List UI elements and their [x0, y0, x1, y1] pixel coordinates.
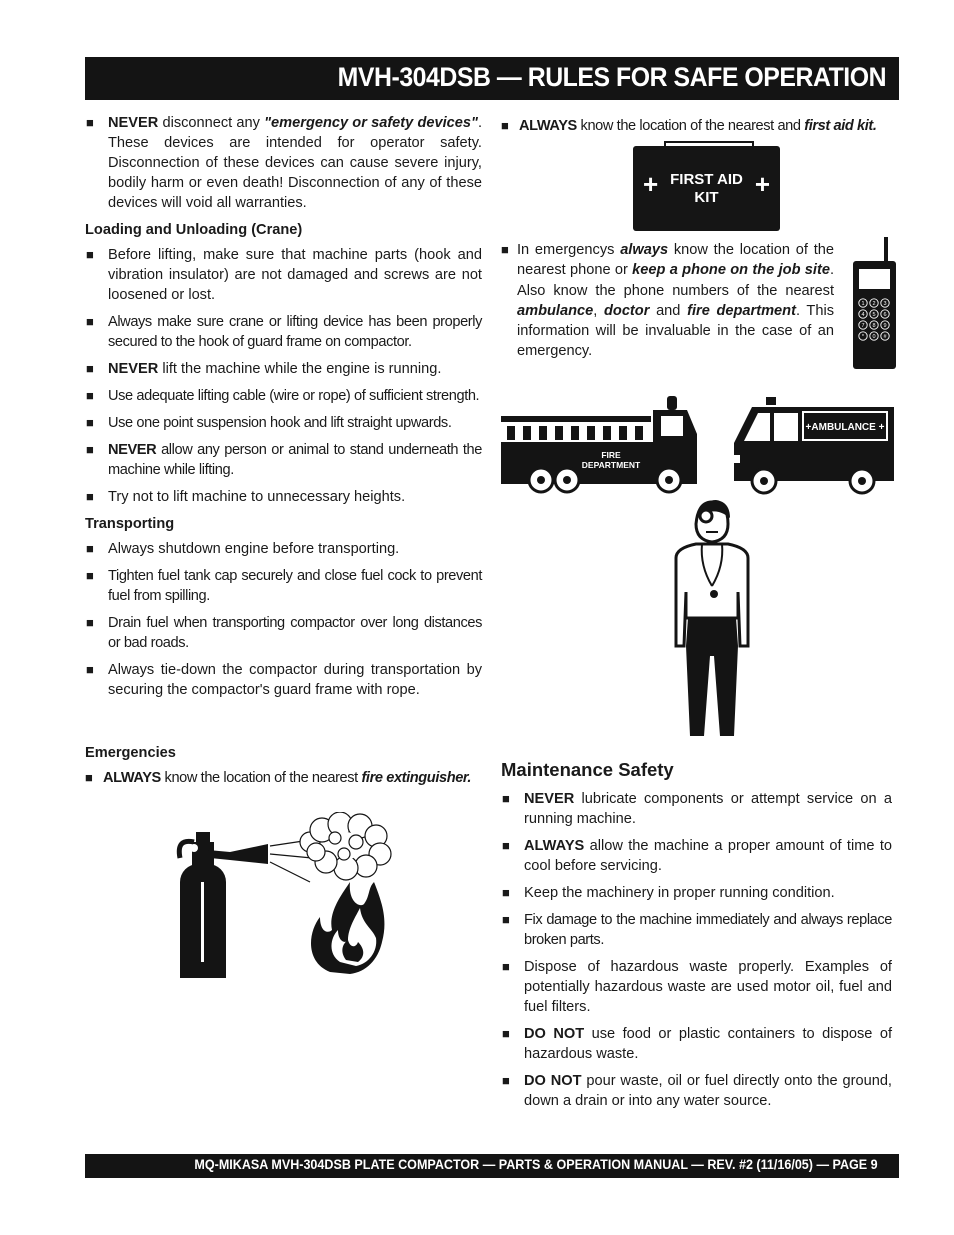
bullet: ■ — [86, 388, 94, 403]
item-text: Use adequate lifting cable (wire or rope) of sufficient strength. — [108, 388, 480, 404]
doctor-icon — [672, 496, 752, 738]
plus-icon: + — [643, 169, 659, 199]
page-title: MVH-304DSB — RULES FOR SAFE OPERATION — [337, 62, 886, 92]
text: disconnect any — [158, 115, 265, 131]
phone-key-label: 9 — [883, 323, 887, 330]
phone-key-label: * — [861, 334, 865, 341]
item-text: Fix damage to the machine immediately and always replace broken parts. — [524, 912, 892, 948]
item-text: Keep the machinery in proper running condition. — [524, 885, 835, 901]
item-text: Always shutdown engine before transporting. — [108, 541, 400, 557]
transporting-item — [85, 539, 482, 559]
emergencies-section — [85, 743, 482, 788]
loading-item — [85, 359, 482, 379]
item-text: allow the machine a proper amount of time to cool before servicing. — [524, 838, 892, 874]
bullet: ■ — [502, 885, 510, 900]
section-heading-emergencies: Emergencies — [85, 745, 176, 761]
loading-item — [85, 487, 482, 507]
text: and — [649, 302, 688, 319]
text: , — [593, 302, 604, 319]
maintenance-list — [501, 789, 892, 1111]
item-text: Before lifting, make sure that machine parts (hook and vibration insulator) are not damaged and screws are not loosened or lost. — [108, 247, 482, 303]
phone-key-label: 8 — [872, 323, 876, 330]
text: . This information will be invaluable in the case of an emergency. — [517, 302, 834, 360]
phone-key-label: 1 — [861, 301, 865, 308]
first-aid-kit-icon — [633, 146, 780, 231]
section-heading-loading: Loading and Unloading (Crane) — [85, 222, 303, 238]
loading-item — [85, 413, 482, 433]
fire-truck-icon — [501, 394, 699, 494]
item-text: Always tie-down the compactor during transportation by securing the compactor's guard frame with rope. — [108, 662, 482, 698]
phone-key-label: 5 — [872, 312, 876, 319]
keyword: ALWAYS — [103, 770, 161, 786]
bullet: ■ — [501, 118, 509, 133]
bullet: ■ — [86, 662, 94, 677]
transporting-item — [85, 660, 482, 700]
bullet: ■ — [501, 242, 509, 257]
maintenance-item — [501, 910, 892, 950]
phone-key-label: 3 — [883, 301, 887, 308]
transporting-item — [85, 566, 482, 606]
bullet: ■ — [502, 959, 510, 974]
item-text: pour waste, oil or fuel directly onto the ground, down a drain or into any water source. — [524, 1073, 892, 1109]
keyword: NEVER — [108, 361, 159, 377]
first-aid-item — [501, 116, 893, 136]
item-text: use food or plastic containers to dispose of hazardous waste. — [524, 1026, 892, 1062]
bullet: ■ — [86, 615, 94, 630]
bullet: ■ — [85, 770, 93, 785]
left-column — [85, 113, 482, 707]
phone-key-label: 0 — [872, 334, 876, 341]
text: In emergencys — [517, 242, 621, 258]
ambulance-label: +AMBULANCE + — [805, 422, 885, 433]
transporting-item — [85, 613, 482, 653]
text: know the location of the nearest — [160, 770, 362, 786]
bullet: ■ — [86, 568, 94, 583]
loading-item — [85, 386, 482, 406]
bullet: ■ — [86, 415, 94, 430]
smoke-cloud-icon — [300, 812, 391, 880]
loading-item — [85, 440, 482, 480]
bullet: ■ — [502, 1026, 510, 1041]
maintenance-item — [501, 1071, 892, 1111]
item-text: Dispose of hazardous waste properly. Examples of potentially hazardous waste are used motor oil, fuel and fuel filters. — [524, 959, 892, 1015]
emphasis: doctor — [603, 302, 650, 319]
keyword: NEVER — [524, 791, 575, 807]
item-text: lubricate components or attempt service on a running machine. — [524, 791, 892, 827]
loading-item — [85, 245, 482, 305]
keyword: NEVER — [108, 115, 159, 131]
bullet: ■ — [502, 1073, 510, 1088]
bullet: ■ — [86, 489, 94, 504]
phone-paragraph — [501, 240, 834, 362]
ambulance-icon — [730, 397, 896, 495]
maintenance-item — [501, 957, 892, 1017]
footer-text: MQ-MIKASA MVH-304DSB PLATE COMPACTOR — PARTS & OPERATION MANUAL — REV. #2 (11/16/05) — PAGE 9 — [194, 1157, 878, 1172]
phone-key-label: 6 — [883, 312, 887, 319]
fire-extinguisher-item — [85, 768, 482, 788]
item-text: Always make sure crane or lifting device has been properly secured to the hook of guard frame on compactor. — [108, 314, 482, 350]
maintenance-item — [501, 1024, 892, 1064]
first-aid-label-line1: FIRST AID — [670, 171, 743, 188]
emphasis: keep a phone on the job site — [632, 262, 830, 279]
bullet: ■ — [502, 838, 510, 853]
loading-item — [85, 312, 482, 352]
item-text: Try not to lift machine to unnecessary heights. — [108, 489, 406, 505]
section-heading-maintenance: Maintenance Safety — [501, 759, 674, 780]
extinguisher-icon — [179, 832, 268, 978]
keyword: ALWAYS — [519, 118, 577, 134]
bullet: ■ — [502, 791, 510, 806]
bullet: ■ — [86, 361, 94, 376]
emphasis: first aid kit. — [804, 118, 877, 134]
bullet: ■ — [86, 247, 94, 262]
keyword: ALWAYS — [524, 838, 585, 854]
maintenance-item — [501, 836, 892, 876]
maintenance-section — [501, 760, 892, 1118]
phone-key-label: 2 — [872, 301, 876, 308]
text: . These devices are intended for operator safety. Disconnection of these devices can cause severe injury, bodily harm or even death! Disconnection of any of these devices will void all warranties. — [108, 115, 482, 211]
flame-icon — [311, 882, 384, 974]
phone-key-label: 7 — [861, 323, 865, 330]
bullet: ■ — [502, 912, 510, 927]
bullet: ■ — [86, 442, 94, 457]
text: know the location of the nearest and — [576, 118, 805, 134]
phone-key-label: # — [883, 334, 887, 341]
first-aid-kit-label — [633, 171, 780, 207]
fire-truck-label-2: DEPARTMENT — [581, 460, 641, 470]
text: . Also know the phone numbers of the nearest — [517, 262, 834, 299]
first-aid-label-line2: KIT — [694, 189, 719, 206]
keyword: DO NOT — [524, 1026, 585, 1042]
page-footer — [85, 1154, 899, 1178]
maintenance-item — [501, 883, 892, 903]
bullet: ■ — [86, 541, 94, 556]
page-header — [85, 57, 899, 100]
emphasis: "emergency or safety devices" — [264, 115, 478, 131]
emphasis: always — [620, 242, 669, 258]
loading-list — [85, 245, 482, 507]
transporting-list — [85, 539, 482, 700]
section-heading-transporting: Transporting — [85, 516, 175, 532]
emphasis: fire extinguisher. — [361, 770, 472, 786]
plus-icon: + — [754, 169, 770, 199]
never-disconnect-item — [85, 113, 482, 213]
text: know the location of the nearest phone or — [517, 242, 834, 279]
cell-phone-icon — [852, 237, 898, 371]
item-text: lift the machine while the engine is running. — [158, 361, 442, 377]
phone-key-label: 4 — [861, 312, 865, 319]
item-text: Use one point suspension hook and lift straight upwards. — [108, 415, 452, 431]
maintenance-item — [501, 789, 892, 829]
keyword: DO NOT — [524, 1073, 582, 1089]
item-text: Tighten fuel tank cap securely and close fuel cock to prevent fuel from spilling. — [108, 568, 482, 604]
fire-truck-label-1: FIRE — [601, 450, 621, 460]
item-text: Drain fuel when transporting compactor over long distances or bad roads. — [108, 615, 482, 651]
keyword: NEVER — [108, 442, 157, 458]
emphasis: fire department — [687, 302, 796, 319]
bullet: ■ — [86, 115, 94, 130]
fire-extinguisher-illustration — [170, 812, 395, 982]
emphasis: ambulance — [517, 302, 594, 319]
item-text: allow any person or animal to stand underneath the machine while lifting. — [108, 442, 482, 478]
bullet: ■ — [86, 314, 94, 329]
